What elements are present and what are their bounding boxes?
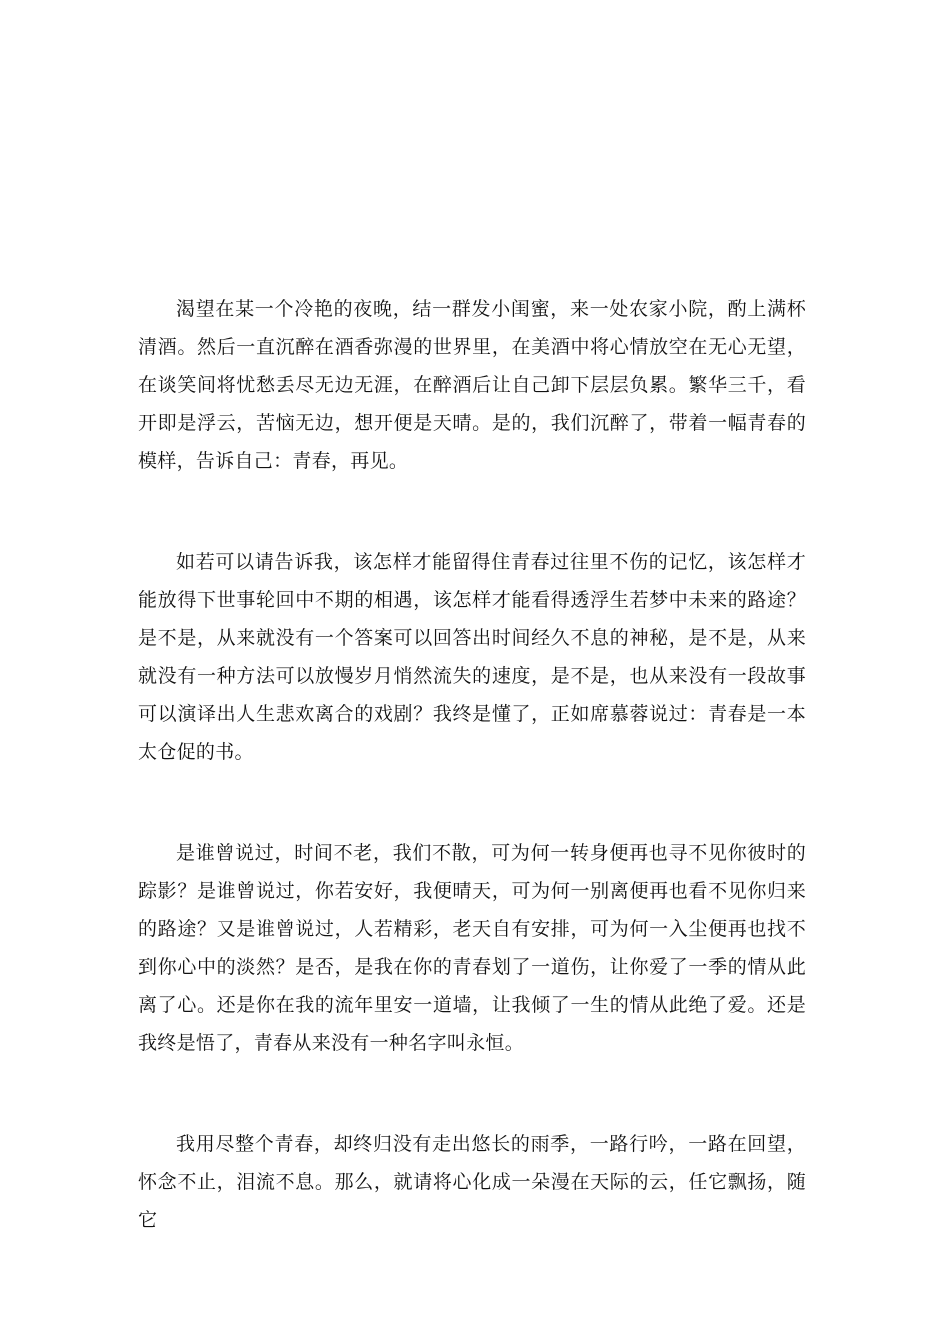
paragraph-1: 渴望在某一个冷艳的夜晚，结一群发小闺蜜，来一处农家小院，酌上满杯清酒。然后一直沉醉在酒香弥漫的世界里，在美酒中将心情放空在无心无望，在谈笑间将忧愁丢尽无边无涯，在醉酒后让自己卸下层层负累。繁华三千，看开即是浮云，苦恼无边，想开便是天晴。是的，我们沉醉了，带着一幅青春的模样，告诉自己：青春，再见。 bbox=[138, 298, 806, 472]
paragraph-4: 我用尽整个青春，却终归没有走出悠长的雨季，一路行吟，一路在回望，怀念不止，泪流不息。那么，就请将心化成一朵漫在天际的云，任它飘扬，随它 bbox=[138, 1133, 806, 1231]
paragraph-2: 如若可以请告诉我，该怎样才能留得住青春过往里不伤的记忆，该怎样才能放得下世事轮回中不期的相遇，该怎样才能看得透浮生若梦中未来的路途？是不是，从来就没有一个答案可以回答出时间经久不息的神秘，是不是，从来就没有一种方法可以放慢岁月悄然流失的速度，是不是，也从来没有一段故事可以演译出人生悲欢离合的戏剧？我终是懂了，正如席慕蓉说过：青春是一本太仓促的书。 bbox=[138, 551, 806, 763]
paragraph-3: 是谁曾说过，时间不老，我们不散，可为何一转身便再也寻不见你彼时的踪影？是谁曾说过，你若安好，我便晴天，可为何一别离便再也看不见你归来的路途？又是谁曾说过，人若精彩，老天自有安排，可为何一入尘便再也找不到你心中的淡然？是否，是我在你的青春划了一道伤，让你爱了一季的情从此离了心。还是你在我的流年里安一道墙，让我倾了一生的情从此绝了爱。还是我终是悟了，青春从来没有一种名字叫永恒。 bbox=[138, 842, 806, 1054]
